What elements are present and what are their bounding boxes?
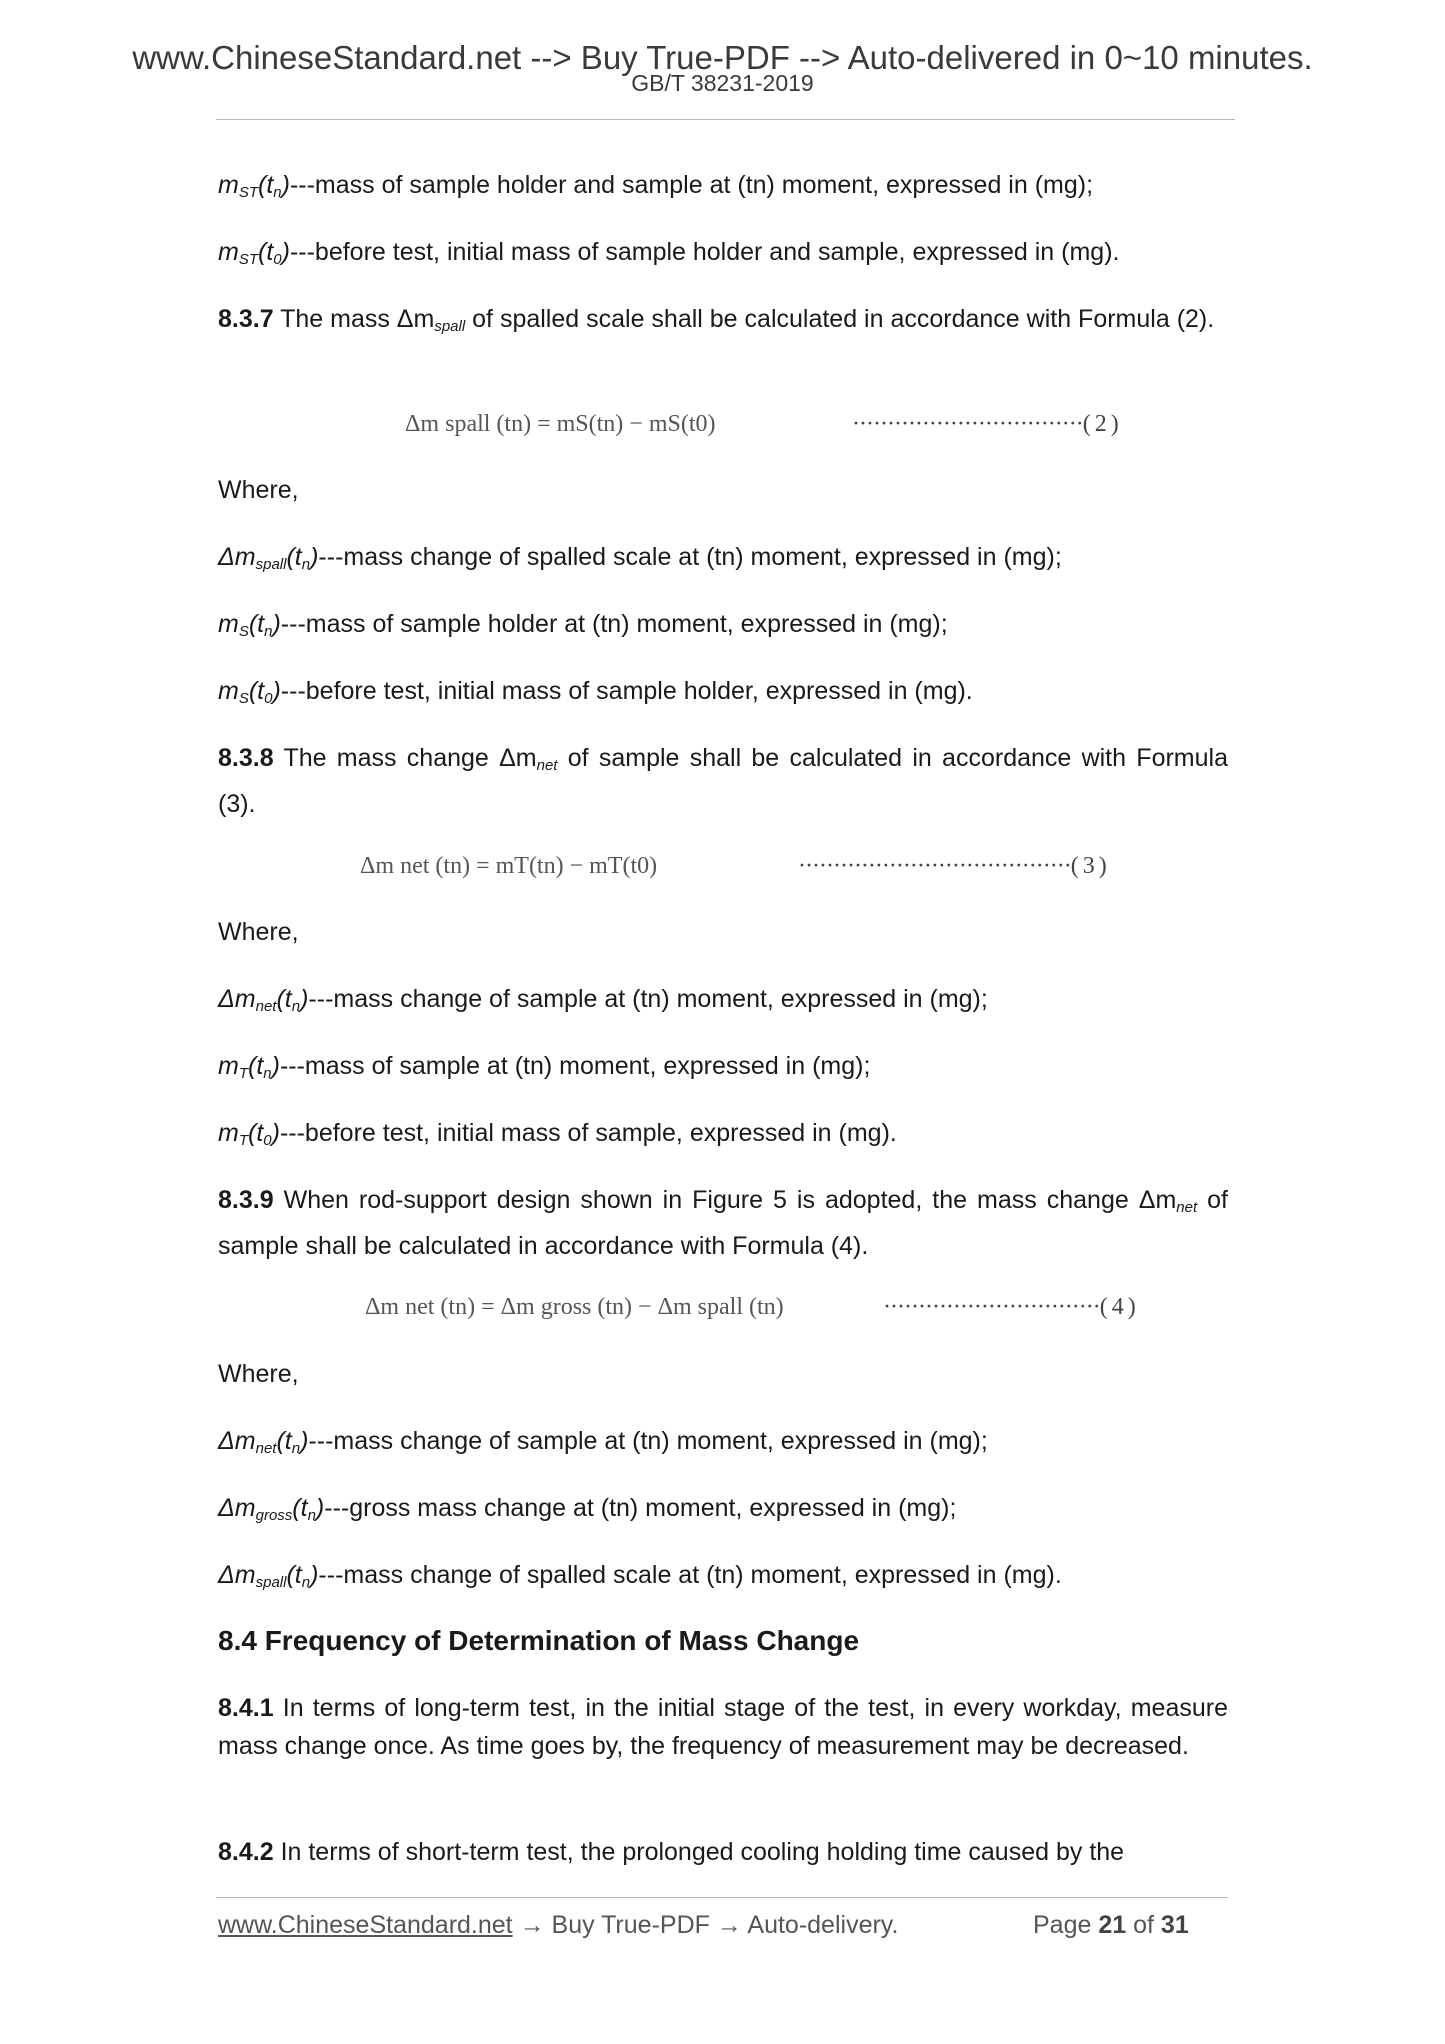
formula-4-leader: ·······························( 4 ) bbox=[883, 1294, 1135, 1320]
where-label: Where, bbox=[218, 476, 299, 504]
formula-2-leader: ·································( 2 ) bbox=[852, 411, 1118, 437]
clause-8-3-8: 8.3.8 The mass change $\Delta m_{net}$ of sample shall be calculated in accordance with Formula (3). bbox=[218, 744, 1228, 818]
page-total: 31 bbox=[1160, 1911, 1189, 1939]
where-label: Where, bbox=[218, 918, 299, 946]
definition-spall: $\Delta m_{spall}(t_n)--$-mass change of spalled scale at (tn) moment, expressed in (mg); bbox=[218, 543, 1062, 573]
formula-3: Δm net (tn) = mT(tn) − mT(t0) bbox=[360, 853, 658, 879]
footer-promo: www.ChineseStandard.net → Buy True-PDF → Auto-delivery. bbox=[218, 1911, 899, 1939]
source-banner: www.ChineseStandard.net --> Buy True-PDF --> Auto-delivered in 0~10 minutes. bbox=[132, 39, 1313, 76]
definition-ms-tn: $m_S(t_n)--$-mass of sample holder at (tn) moment, expressed in (mg); bbox=[218, 610, 948, 640]
formula-2: Δm spall (tn) = mS(tn) − mS(t0) bbox=[405, 411, 716, 437]
definition-mst-t0: $m_{ST}(t_0)--$-before test, initial mass of sample holder and sample, expressed in (mg). bbox=[218, 238, 1120, 268]
footer-divider bbox=[216, 1897, 1228, 1898]
clause-8-3-9: 8.3.9 When rod-support design shown in Figure 5 is adopted, the mass change $\Delta m_{net}$ of sample shall be calculated in accordance with Formula (4). bbox=[218, 1186, 1228, 1260]
formula-4: Δm net (tn) = Δm gross (tn) − Δm spall (tn) bbox=[365, 1294, 784, 1320]
definition-ms-t0: $m_S(t_0)--$-before test, initial mass of sample holder, expressed in (mg). bbox=[218, 677, 973, 707]
definition-spall: $\Delta m_{spall}(t_n)--$-mass change of spalled scale at (tn) moment, expressed in (mg). bbox=[218, 1561, 1062, 1591]
section-heading-8-4: 8.4 Frequency of Determination of Mass Change bbox=[218, 1625, 860, 1656]
page-indicator: Page 21 of 31 bbox=[1033, 1911, 1189, 1939]
definition-mt-t0: $m_T(t_0)--$-before test, initial mass of sample, expressed in (mg). bbox=[218, 1119, 897, 1149]
clause-8-3-7: 8.3.7 The mass $\Delta m_{spall}$ of spalled scale shall be calculated in accordance with Formula (2). bbox=[218, 305, 1215, 335]
clause-8-4-2: 8.4.2 In terms of short-term test, the prolonged cooling holding time caused by the bbox=[218, 1838, 1125, 1866]
definition-gross: $\Delta m_{gross}(t_n)--$-gross mass change at (tn) moment, expressed in (mg); bbox=[218, 1494, 957, 1524]
page-number: 21 bbox=[1098, 1911, 1127, 1939]
footer-site-link[interactable]: www.ChineseStandard.net bbox=[218, 1911, 513, 1939]
definition-net: $\Delta m_{net}(t_n)--$-mass change of sample at (tn) moment, expressed in (mg); bbox=[218, 1427, 988, 1457]
definition-net: $\Delta m_{net}(t_n)--$-mass change of sample at (tn) moment, expressed in (mg); bbox=[218, 985, 988, 1015]
clause-8-4-1: 8.4.1 In terms of long-term test, in the initial stage of the test, in every workday, measure mass change once. As time goes by, the frequency of measurement may be decreased. bbox=[218, 1694, 1228, 1760]
definition-mt-tn: $m_T(t_n)--$-mass of sample at (tn) moment, expressed in (mg); bbox=[218, 1052, 871, 1082]
definition-mst-tn: $m_{ST}(t_n)--$-mass of sample holder and sample at (tn) moment, expressed in (mg); bbox=[218, 171, 1094, 201]
document-id: GB/T 38231-2019 bbox=[631, 70, 814, 96]
header-divider bbox=[216, 119, 1235, 120]
formula-3-leader: ·······································( 3 ) bbox=[798, 853, 1106, 879]
where-label: Where, bbox=[218, 1360, 299, 1388]
